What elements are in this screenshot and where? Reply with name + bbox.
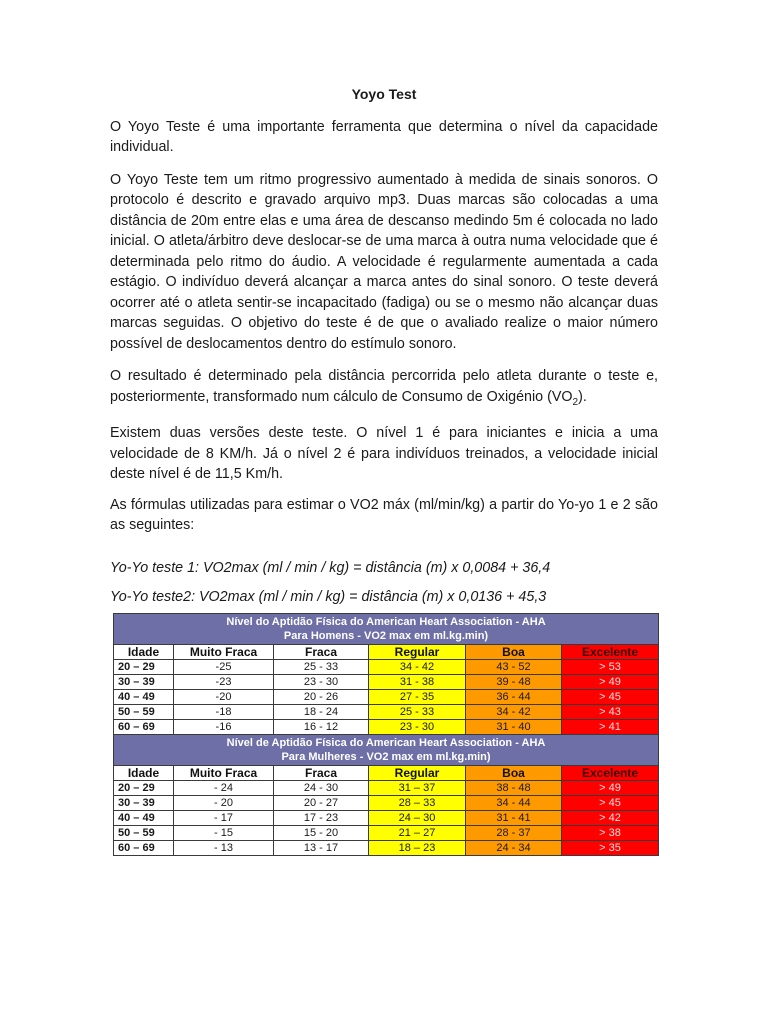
cell-excelente: > 38 (562, 826, 659, 841)
paragraph-result (110, 366, 658, 407)
cell-excelente: > 53 (562, 660, 659, 675)
section-title-line2: Para Mulheres - VO2 max em ml.kg.min) (281, 751, 491, 763)
cell-muito-fraca: -23 (174, 675, 274, 690)
table-row (114, 841, 659, 856)
document-body (110, 84, 658, 617)
cell-boa: 43 - 52 (466, 660, 562, 675)
cell-idade: 30 – 39 (114, 675, 174, 690)
cell-idade: 20 – 29 (114, 781, 174, 796)
cell-fraca: 15 - 20 (274, 826, 369, 841)
column-header-muito-fraca: Muito Fraca (174, 645, 274, 660)
cell-muito-fraca: - 20 (174, 796, 274, 811)
cell-idade: 20 – 29 (114, 660, 174, 675)
column-header-excelente: Excelente (562, 766, 659, 781)
section-title-women (114, 735, 659, 766)
cell-boa: 24 - 34 (466, 841, 562, 856)
column-header-idade: Idade (114, 766, 174, 781)
paragraph-intro: O Yoyo Teste é uma importante ferramenta que determina o nível da capacidade individual. (110, 118, 658, 155)
cell-fraca: 13 - 17 (274, 841, 369, 856)
column-header-muito-fraca: Muito Fraca (174, 766, 274, 781)
cell-excelente: > 49 (562, 781, 659, 796)
cell-excelente: > 42 (562, 811, 659, 826)
cell-regular: 18 – 23 (369, 841, 466, 856)
column-header-regular: Regular (369, 766, 466, 781)
cell-boa: 34 - 44 (466, 796, 562, 811)
cell-fraca: 16 - 12 (274, 720, 369, 735)
cell-muito-fraca: - 24 (174, 781, 274, 796)
table-row (114, 675, 659, 690)
cell-fraca: 24 - 30 (274, 781, 369, 796)
cell-idade: 60 – 69 (114, 720, 174, 735)
column-header-boa: Boa (466, 645, 562, 660)
table-row (114, 660, 659, 675)
cell-fraca: 17 - 23 (274, 811, 369, 826)
page-title: Yoyo Test (351, 86, 417, 102)
table-row (114, 796, 659, 811)
cell-muito-fraca: - 17 (174, 811, 274, 826)
cell-boa: 31 - 41 (466, 811, 562, 826)
column-header-idade: Idade (114, 645, 174, 660)
section-title-men (114, 614, 659, 645)
cell-muito-fraca: -20 (174, 690, 274, 705)
table-column-headers (114, 766, 659, 781)
cell-idade: 50 – 59 (114, 705, 174, 720)
cell-boa: 34 - 42 (466, 705, 562, 720)
cell-regular: 23 - 30 (369, 720, 466, 735)
cell-idade: 30 – 39 (114, 796, 174, 811)
cell-boa: 39 - 48 (466, 675, 562, 690)
table-section-header-men (114, 614, 659, 645)
cell-boa: 28 - 37 (466, 826, 562, 841)
formula-test-2: Yo-Yo teste2: VO2max (ml / min / kg) = distância (m) x 0,0136 + 45,3 (110, 589, 547, 605)
cell-fraca: 25 - 33 (274, 660, 369, 675)
cell-excelente: > 41 (562, 720, 659, 735)
cell-regular: 21 – 27 (369, 826, 466, 841)
section-title-line1: Nível de Aptidão Física do American Heart Association - AHA (226, 737, 546, 749)
cell-regular: 24 – 30 (369, 811, 466, 826)
cell-boa: 31 - 40 (466, 720, 562, 735)
cell-muito-fraca: -16 (174, 720, 274, 735)
cell-regular: 25 - 33 (369, 705, 466, 720)
cell-excelente: > 35 (562, 841, 659, 856)
cell-excelente: > 45 (562, 690, 659, 705)
section-title-line1: Nível do Aptidão Física do American Heart Association - AHA (226, 616, 546, 628)
cell-muito-fraca: - 15 (174, 826, 274, 841)
cell-fraca: 18 - 24 (274, 705, 369, 720)
cell-muito-fraca: - 13 (174, 841, 274, 856)
cell-regular: 31 - 38 (369, 675, 466, 690)
cell-idade: 40 – 49 (114, 811, 174, 826)
table-row (114, 826, 659, 841)
cell-fraca: 23 - 30 (274, 675, 369, 690)
result-subscript: 2 (572, 396, 579, 408)
cell-boa: 38 - 48 (466, 781, 562, 796)
cell-muito-fraca: -18 (174, 705, 274, 720)
paragraph-versions: Existem duas versões deste teste. O nível 1 é para iniciantes e inicia a uma velocidade de 8 KM/h. Já o nível 2 é para indivíduos treinados, a velocidade inicial deste nível é de 11,5 Km/h. (110, 425, 658, 482)
section-title-line2: Para Homens - VO2 max em ml.kg.min) (283, 630, 489, 642)
cell-regular: 27 - 35 (369, 690, 466, 705)
column-header-boa: Boa (466, 766, 562, 781)
cell-regular: 28 – 33 (369, 796, 466, 811)
table-row (114, 705, 659, 720)
column-header-fraca: Fraca (274, 766, 369, 781)
cell-idade: 60 – 69 (114, 841, 174, 856)
paragraph-protocol: O Yoyo Teste tem um ritmo progressivo aumentado à medida de sinais sonoros. O protocolo é descrito e gravado arquivo mp3. Duas marcas são colocadas a uma distância de 20m entre elas e uma área de descanso medindo 5m é colocada no lado inicial. O atleta/árbitro deve deslocar-se de uma marca à outra numa velocidade que é determinada pelo ritmo do áudio. A velocidade é regularmente aumentada a cada estágio. O indivíduo deverá alcançar a marca antes do sinal sonoro. O teste deverá ocorrer até o atleta sentir-se incapacitado (fadiga) ou se o mesmo não alcançar duas marcas seguidas. O objetivo do teste é de que o avaliado realize o maior número possível de deslocamentos dentro do estímulo sonoro. (110, 171, 658, 352)
paragraph-formulas-intro: As fórmulas utilizadas para estimar o VO2 máx (ml/min/kg) a partir do Yo-yo 1 e 2 são as seguintes: (110, 496, 658, 533)
cell-muito-fraca: -25 (174, 660, 274, 675)
cell-boa: 36 - 44 (466, 690, 562, 705)
result-text-end: ). (578, 388, 587, 405)
cell-idade: 40 – 49 (114, 690, 174, 705)
cell-fraca: 20 - 26 (274, 690, 369, 705)
formula-test-1: Yo-Yo teste 1: VO2max (ml / min / kg) = distância (m) x 0,0084 + 36,4 (110, 559, 551, 576)
cell-regular: 31 – 37 (369, 781, 466, 796)
cell-excelente: > 45 (562, 796, 659, 811)
formulas (110, 558, 658, 608)
table-column-headers (114, 645, 659, 660)
cell-excelente: > 49 (562, 675, 659, 690)
cell-fraca: 20 - 27 (274, 796, 369, 811)
table-section-header-women (114, 735, 659, 766)
column-header-regular: Regular (369, 645, 466, 660)
table-row (114, 720, 659, 735)
column-header-excelente: Excelente (562, 645, 659, 660)
table-row (114, 811, 659, 826)
table-row (114, 690, 659, 705)
cell-idade: 50 – 59 (114, 826, 174, 841)
cell-regular: 34 - 42 (369, 660, 466, 675)
cell-excelente: > 43 (562, 705, 659, 720)
aha-fitness-table (113, 613, 659, 856)
table-row (114, 781, 659, 796)
result-text: O resultado é determinado pela distância percorrida pelo atleta durante o teste e, posteriormente, transformado num cálculo de Consumo de Oxigénio (VO (110, 368, 658, 405)
column-header-fraca: Fraca (274, 645, 369, 660)
